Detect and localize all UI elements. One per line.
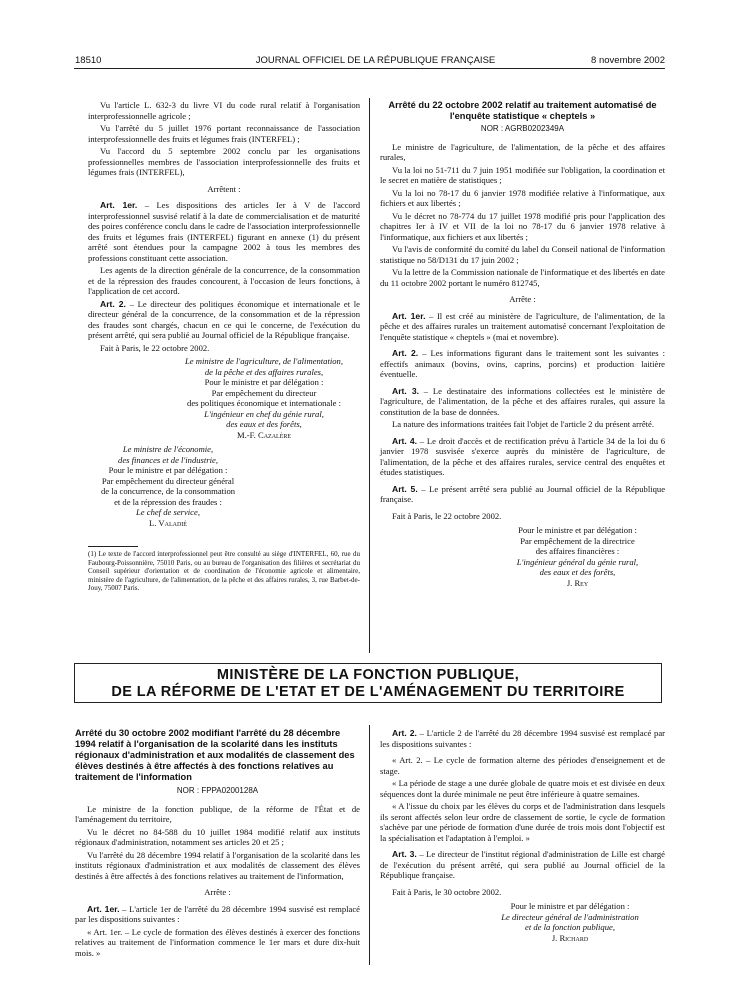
- article-3: [380, 849, 665, 881]
- article-text: – Le destinataire des informations collectées est le ministère de l'agriculture, de l'alimentation, de la pêche et des affaires rurales, qui assure la constitution de la base de données.: [380, 385, 665, 417]
- signatory-line: des finances et de l'industrie,: [118, 454, 218, 465]
- article-text: – Le présent arrêté sera publié au Journal officiel de la République française.: [380, 483, 666, 504]
- signatory-line: Le directeur général de l'administration: [501, 911, 639, 922]
- signatory-line: Le ministre de l'économie,: [122, 444, 214, 454]
- article-text: – Il est créé au ministère de l'agriculture, de l'alimentation, de la pêche et des affaires rurales un traitement automatisé concernant l'exploitation de l'enquête statistique « cheptels » (mai et novembre).: [380, 310, 665, 342]
- quoted-article: « Art. 1er. – Le cycle de formation des élèves destinés à exercer des fonctions relatives au traitement de l'information commence le 1er mars et dure dix-huit mois. »: [75, 926, 360, 958]
- article-label: Art. 3.: [392, 385, 419, 396]
- article-paragraph: La nature des informations traitées fait l'objet de l'article 2 du présent arrêté.: [392, 419, 654, 429]
- signatory-line: Par empêchement de la directrice: [520, 535, 635, 546]
- decree-title: Arrêté du 30 octobre 2002 modifiant l'arrêté du 28 décembre 1994 relatif à l'organisation de la scolarité dans les instituts régionaux d'administration et aux modalités de classement des élèves destinés à être affectés à des fonctions relatives au traitement de l'information: [75, 728, 355, 782]
- visa: Vu la loi no 51-711 du 7 juin 1951 modifiée sur l'obligation, la coordination et le secret en matière de statistiques ;: [380, 164, 665, 185]
- visa: Vu l'avis de conformité du comité du label du Conseil national de l'information statistique no 58/D131 du 17 juin 2002 ;: [380, 244, 665, 265]
- article-1: [380, 311, 665, 343]
- article-2: [380, 348, 665, 380]
- issue-date: 8 novembre 2002: [591, 55, 665, 66]
- visa: Vu la loi no 78-17 du 6 janvier 1978 modifiée relative à l'informatique, aux fichiers et aux libertés ;: [380, 187, 665, 208]
- signatory-line: Le chef de service,: [136, 507, 200, 517]
- visa: Vu le décret no 84-588 du 10 juillet 1984 modifié relatif aux instituts régionaux d'administration, notamment ses articles 20 et 25 ;: [75, 826, 360, 847]
- signatory-name: J. Richard: [551, 932, 589, 943]
- article-4: [380, 436, 665, 478]
- article-text: – L'article 2 de l'arrêté du 28 décembre 1994 susvisé est remplacé par les dispositions suivantes :: [380, 728, 665, 749]
- visa: Vu la lettre de la Commission nationale de l'informatique et des libertés en date du 11 octobre 2002 portant le numéro 812745,: [380, 267, 665, 288]
- article-text: – Les dispositions des articles Ier à V de l'accord interprofessionnel susvisé relatif à la date de commercialisation et de maturité des poires conférence conclu dans le cadre de l'association interprofessionnelle des fruits et légumes frais (INTERFEL) figurant en annexe (1) du présent arrêté sont étendues pour la campagne 2002 à tous les membres des professions constituant cette association.: [88, 200, 360, 263]
- journal-title: JOURNAL OFFICIEL DE LA RÉPUBLIQUE FRANÇAISE: [255, 55, 496, 66]
- quoted-paragraph: « Art. 2. – Le cycle de formation alterne des périodes d'enseignement et de stage.: [380, 755, 665, 776]
- done-at: Fait à Paris, le 22 octobre 2002.: [392, 510, 502, 521]
- decree-cheptels: [380, 100, 665, 588]
- signatory-line: des politiques économique et internationale :: [187, 398, 341, 408]
- ministry-line: MINISTÈRE DE LA FONCTION PUBLIQUE,: [216, 667, 520, 683]
- visa: Vu l'accord du 5 septembre 2002 conclu par les organisations professionnelles membres de l'association interprofessionnelle des fruits et légumes frais (INTERFEL),: [88, 146, 360, 177]
- signatory-line: de la pêche et des affaires rurales,: [204, 366, 324, 377]
- signatory-line: Pour le ministre et par délégation :: [108, 465, 228, 475]
- signature-block-economy: [88, 444, 248, 528]
- column-divider: [369, 98, 370, 653]
- page-number: 18510: [75, 55, 102, 66]
- signature-block: [475, 901, 665, 943]
- article-label: Art. 2.: [100, 298, 126, 309]
- signatory-line: des eaux et des forêts,: [539, 567, 616, 577]
- article-paragraph: Les agents de la direction générale de la concurrence, de la consommation et de la répression des fraudes concourent, à l'occasion de leurs fonctions, à l'application de cet accord.: [88, 265, 360, 296]
- signatory-line: Par empêchement du directeur: [211, 387, 317, 398]
- signatory-line: de la concurrence, de la consommation: [100, 486, 236, 496]
- article-2: [380, 728, 665, 749]
- article-label: Art. 1er.: [87, 903, 120, 914]
- article-1: [75, 904, 360, 925]
- done-at: Fait à Paris, le 30 octobre 2002.: [392, 886, 502, 897]
- signatory-line: Pour le ministre et par délégation :: [204, 377, 324, 387]
- signature-block-agriculture: [168, 356, 360, 440]
- decree-title: Arrêté du 22 octobre 2002 relatif au traitement automatisé de l'enquête statistique « cheptels »: [388, 100, 657, 121]
- quoted-paragraph: « La période de stage a une durée globale de quatre mois et est divisée en deux séquences dont la durée minimale ne peut être inférieure à quatre semaines.: [380, 778, 665, 799]
- preamble: Le ministre de la fonction publique, de la réforme de l'État et de l'aménagement du territoire,: [75, 803, 360, 824]
- preamble: Le ministre de l'agriculture, de l'alimentation, de la pêche et des affaires rurales,: [380, 141, 665, 162]
- article-label: Art. 5.: [392, 483, 418, 494]
- article-label: Art. 3.: [392, 849, 417, 859]
- footnote: (1) Le texte de l'accord interprofessionnel peut être consulté au siège d'INTERFEL, 60, rue du Faubourg-Poissonnière, 75010 Paris, ou au bureau de l'organisation des filières et secrétariat du Conseil supérieur d'orientation et de coordination de l'économie agricole et alimentaire, ministère de l'agriculture, de l'alimentation, de la pêche et des affaires rurales, 3, rue Barbet-de-Jouy, 75007 Paris.: [88, 550, 360, 592]
- ministry-line: DE LA RÉFORME DE L'ETAT ET DE L'AMÉNAGEMENT DU TERRITOIRE: [111, 684, 625, 700]
- signature-block: [490, 525, 665, 588]
- visa: Vu l'arrêté du 28 décembre 1994 relatif à l'organisation de la scolarité dans les instituts régionaux d'administration et aux modalités de classement des élèves destinés à être affectés à des fonctions relatives au traitement de l'information,: [75, 849, 360, 881]
- article-text: – Le droit d'accès et de rectification prévu à l'article 34 de la loi du 6 janvier 1978 susvisée s'exerce auprès du ministère de l'agriculture, de l'alimentation, de la pêche et des affaires rurales, service central des enquêtes et études statistiques.: [380, 435, 665, 477]
- signatory-name: L. Valadié: [149, 517, 187, 528]
- visa: Vu l'arrêté du 5 juillet 1976 portant reconnaissance de l'association interprofessionnelle des fruits et légumes frais (INTERFEL) ;: [88, 123, 360, 144]
- signatory-line: des affaires financières :: [535, 546, 620, 556]
- decree-interfel: [88, 100, 360, 593]
- arrete-heading: Arrête :: [204, 887, 231, 897]
- signatory-line: L'ingénieur en chef du génie rural,: [204, 408, 324, 419]
- visa: Vu l'article L. 632-3 du livre VI du code rural relatif à l'organisation interprofessionnelle agricole ;: [88, 100, 360, 121]
- signatory-line: Pour le ministre et par délégation :: [518, 525, 637, 535]
- quoted-paragraph: « A l'issue du choix par les élèves du corps et de l'administration dans lesquels ils seront affectés selon leur ordre de classement de sortie, le cycle de formation s'achève par une période de formation d'une durée de trois mois dont l'objectif est la spécialisation et l'adaptation à l'emploi. »: [380, 801, 665, 843]
- article-label: Art. 2.: [392, 728, 417, 738]
- article-label: Art. 4.: [392, 435, 417, 446]
- signatory-line: des eaux et des forêts,: [226, 419, 302, 429]
- article-5: [380, 484, 665, 505]
- nor-reference: NOR : FPPA0200128A: [176, 786, 259, 795]
- footnote-rule: [88, 546, 138, 547]
- header-rule: [74, 68, 665, 69]
- decree-ira: [75, 728, 360, 960]
- signatory-line: et de la répression des fraudes :: [114, 496, 222, 507]
- article-3: [380, 386, 665, 418]
- nor-reference: NOR : AGRB0202349A: [480, 124, 565, 133]
- article-label: Art. 1er.: [392, 310, 426, 321]
- signatory-line: Pour le ministre et par délégation :: [510, 901, 630, 911]
- decree-ira-continued: [380, 728, 665, 943]
- signatory-name: J. Rey: [566, 577, 589, 588]
- article-text: – Les informations figurant dans le traitement sont les suivantes : effectifs animaux (bovins, ovins, caprins, porcins) et production laitière éventuelle.: [380, 348, 665, 379]
- signatory-line: Le ministre de l'agriculture, de l'alimentation,: [185, 356, 343, 366]
- article-2: [88, 299, 360, 341]
- signatory-line: L'ingénieur général du génie rural,: [516, 556, 639, 567]
- signatory-line: et de la fonction publique,: [525, 922, 615, 932]
- column-divider: [369, 725, 370, 965]
- article-1: [88, 200, 360, 263]
- article-label: Art. 2.: [392, 348, 419, 358]
- signatory-name: M.-F. Cazalère: [236, 429, 292, 440]
- ministry-heading-box: [74, 663, 662, 703]
- article-text: – Le directeur de l'institut régional d'administration de Lille est chargé de l'exécution du présent arrêté, qui sera publié au Journal officiel de la République française.: [380, 849, 665, 880]
- arrete-heading: Arrêtent :: [207, 183, 241, 194]
- done-at: Fait à Paris, le 22 octobre 2002.: [100, 342, 210, 353]
- arrete-heading: Arrête :: [509, 294, 536, 304]
- article-label: Art. 1er.: [100, 200, 138, 210]
- signatory-line: Par empêchement du directeur général: [101, 475, 235, 486]
- visa: Vu le décret no 78-774 du 17 juillet 1978 modifié pris pour l'application des chapitres Ier à IV et VII de la loi no 78-17 du 6 janvier 1978 relative à l'informatique, aux fichiers et aux libertés ;: [380, 210, 665, 242]
- article-text: – L'article 1er de l'arrêté du 28 décembre 1994 susvisé est remplacé par les dispositions suivantes :: [75, 903, 360, 924]
- article-text: – Le directeur des politiques économique et internationale et le directeur général de la concurrence, de la consommation et de la répression des fraudes sont chargés, chacun en ce qui le concerne, de l'exécution du présent arrêté, qui sera publié au Journal officiel de la République française.: [88, 298, 360, 340]
